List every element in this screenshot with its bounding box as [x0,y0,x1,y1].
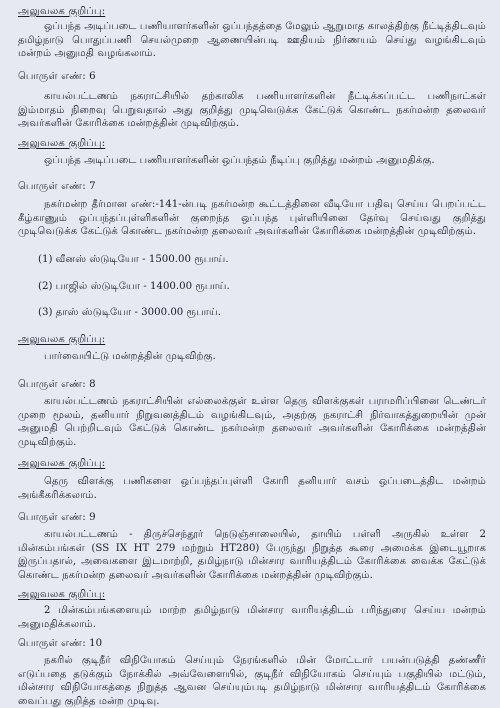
subject-8-text: காயல்பட்டணம் நகராட்சியின் எல்லைக்குள் உள்ள தெரு விளக்குகள் பராமரிப்பினை டெண்டர் முறை மூலம், தனியார் நிறுவனத்திடம் வழங்கிடவும், அதற்கு நகராட்சி நிர்வாகத்துறையின் முன் அனுமதி பெற்றிடவும் கேட்டுக் கொண்ட நகர்மன்ற தலைவர் அவர்களின் கோரிக்கை மன்றத்தின் முடிவிற்கும். [18,396,486,448]
office-note-text-9: 2 மின்கம்பங்களையும் மாற்ற தமிழ்நாடு மின்சார வாரியத்திடம் பரிந்துரை செய்ய மன்றம் அனுமதிக்கலாம். [18,605,486,630]
office-note-heading-8: அலுவலக குறிப்பு: [18,458,106,469]
subject-9-heading: பொருள் எண்: 9 [18,512,96,523]
office-note-heading-7: அலுவலக குறிப்பு: [18,334,106,345]
office-note-text-0: ஒப்பந்த அடிப்படை பணியாளர்களின் ஒப்பந்தத்தை மேலும் ஆறுமாத காலத்திற்கு நீட்டித்திடவும் தமிழ்நாடு பொதுப்பணி செயல்முறை ஆணையின்படி ஊதியம் நிர்ணயம் செய்து வழங்கிடவும் மன்றம் அனுமதி வழங்கலாம். [18,21,486,59]
subject-10-text: நகரில் குடிநீர் விநியோகம் செய்யும் நேரங்களில் மின் மோட்டார் பயன்படுத்தி தண்ணீர் எடுப்பதை தடுக்கும் நோக்கில் அவ்வேளையில், குடிநீர் விநியோகம் செய்யும் பகுதியில் மட்டும், மின்சார விநியோகத்தை நிறுத்த ஆவன செய்யும்படி தமிழ்நாடு மின்சார வாரியத்திடம் கோரிக்கை வைப்பது குறித்த மன்ற முடிவு. [18,655,486,707]
subject-6-heading: பொருள் எண்: 6 [18,71,96,82]
subject-7-heading: பொருள் எண்: 7 [18,181,96,192]
subject-10-heading: பொருள் எண்: 10 [18,638,103,649]
office-note-heading-9: அலுவலக குறிப்பு: [18,589,106,600]
office-note-heading-6: அலுவலக குறிப்பு: [18,138,106,149]
subject-7-text: நகர்மன்ற தீர்மான எண்:-141-ன்படி நகர்மன்ற கூட்டத்தினை வீடியோ பதிவு செய்ய பெறப்பட்ட கீழ்காணும் ஒப்பந்தப்புள்ளிகளின் குறைந்த ஒப்பந்த புள்ளியினை தேர்வு செய்வது குறித்து முடிவெடுக்க கேட்டுக் கொண்ட நகர்மன்ற தலைவர் அவர்களின் கோரிக்கை மன்றத்தின் முடிவிற்கும். [18,199,486,237]
quote-item-2: (2) பாஜில் ஸ்டுடியோ - 1400.00 ரூபாய். [38,281,230,292]
quote-item-1: (1) வீனஸ் ஸ்டுடியோ - 1500.00 ரூபாய். [38,254,229,265]
subject-8-heading: பொருள் எண்: 8 [18,379,96,390]
subject-6-text: காயல்பட்டணம் நகராட்சியில் தற்காலிக பணியாளர்களின் நீட்டிக்கப்பட்ட பணிநாட்கள் இம்மாதம் நிறைவு பெறுவதால் அது குறித்து முடிவெடுக்க கேட்டுக் கொண்ட நகர்மன்ற தலைவர் அவர்களின் கோரிக்கை மன்றத்தின் முடிவிற்கும். [18,91,486,129]
subject-9-text: காயல்பட்டணம் - திருச்செந்தூர் நெடுஞ்சாலையில், தாயிம் பள்ளி அருகில் உள்ள 2 மின்கம்பங்கள் (SS IX HT 279 மற்றும் HT280) பேருந்து நிறுத்த கூரை அமைக்க இடையூறாக இருப்பதால், அவைகளை இடமாற்றி, தமிழ்நாடு மின்சார வாரியத்திடம் கோரிக்கை வைக்க கேட்டுக் கொண்ட நகர்மன்ற தலைவர் அவர்களின் கோரிக்கை மன்றத்தின் முடிவிற்கும். [18,529,486,581]
office-note-heading-0: அலுவலக குறிப்பு: [18,6,106,17]
office-note-text-6: ஒப்பந்த அடிப்படை பணியாளர்களின் ஒப்பந்தம் நீடிப்பு குறித்து மன்றம் அனுமதிக்கு. [44,155,435,166]
quote-item-3: (3) தாஸ் ஸ்டுடியோ - 3000.00 ரூபாய். [38,307,221,318]
office-note-text-8: தெரு விளக்கு பணிகளை ஒப்பந்தப்புள்ளி கோரி தனியார் வசம் ஒப்படைத்திட மன்றம் அங்கீகரிக்கலாம். [18,476,486,501]
office-note-text-7: பார்வையிட்டு மன்றத்தின் முடிவிற்கு. [44,351,216,362]
